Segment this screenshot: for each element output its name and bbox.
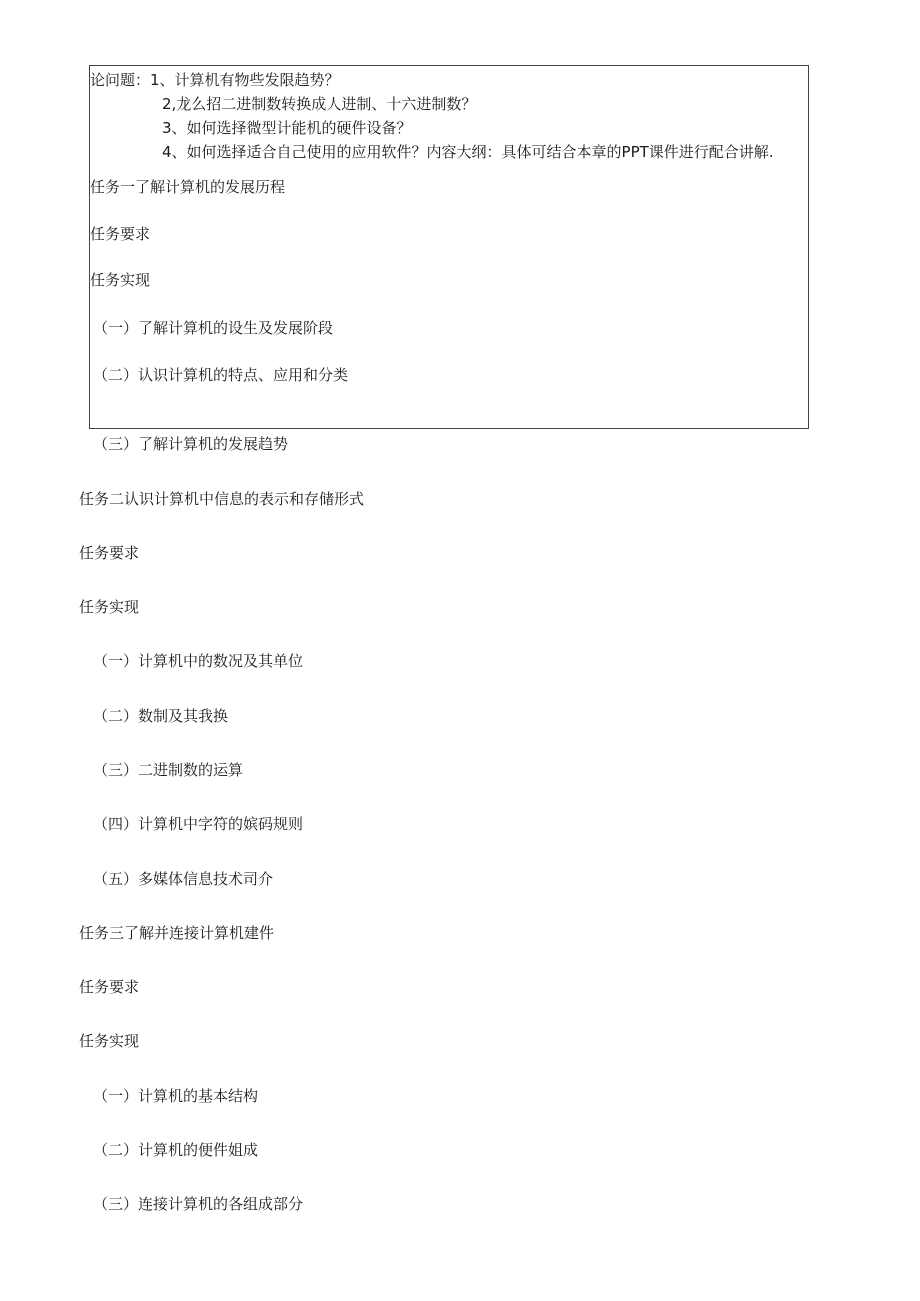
- task2-implementation: 任务实现: [79, 598, 140, 616]
- task1-title: 任务一了解计算机的发展历程: [90, 178, 286, 196]
- task3-item: （一）计算机的基本结构: [93, 1087, 259, 1105]
- task3-requirement: 任务要求: [79, 978, 140, 996]
- task1-item: （一）了解计算机的设生及发展阶段: [93, 319, 334, 337]
- task1-implementation: 任务实现: [90, 271, 151, 289]
- task3-item: （三）连接计算机的各组成部分: [93, 1195, 304, 1213]
- task2-item: （五）多媒体信息技术司介: [93, 870, 274, 888]
- task3-title: 任务三了解并连接计算机建件: [79, 924, 275, 942]
- discussion-question-4: 4、如何选择适合自己使用的应用软件？内容大纲：具体可结合本章的PPT课件进行配合讲解.: [162, 143, 774, 161]
- discussion-question-3: 3、如何选择微型计能机的硬件设备？: [162, 119, 412, 137]
- task2-requirement: 任务要求: [79, 544, 140, 562]
- discussion-question-2: 2,龙么招二进制数转换成人进制、十六进制数？: [162, 95, 477, 113]
- discussion-question-1: 论问题：1、计算机有物些发限趋势？: [90, 71, 340, 89]
- task2-item: （一）计算机中的数况及其单位: [93, 652, 304, 670]
- task2-title: 任务二认识计算机中信息的表示和存储形式: [79, 490, 365, 508]
- task3-implementation: 任务实现: [79, 1032, 140, 1050]
- task2-item: （三）二进制数的运算: [93, 761, 244, 779]
- task2-item: （四）计算机中字符的嫔码规则: [93, 815, 304, 833]
- task2-item: （二）数制及其我换: [93, 707, 229, 725]
- task1-item: （三）了解计算机的发展趋势: [93, 435, 289, 453]
- task1-requirement: 任务要求: [90, 225, 151, 243]
- task1-item: （二）认识计算机的特点、应用和分类: [93, 366, 349, 384]
- task3-item: （二）计算机的便件姐成: [93, 1141, 259, 1159]
